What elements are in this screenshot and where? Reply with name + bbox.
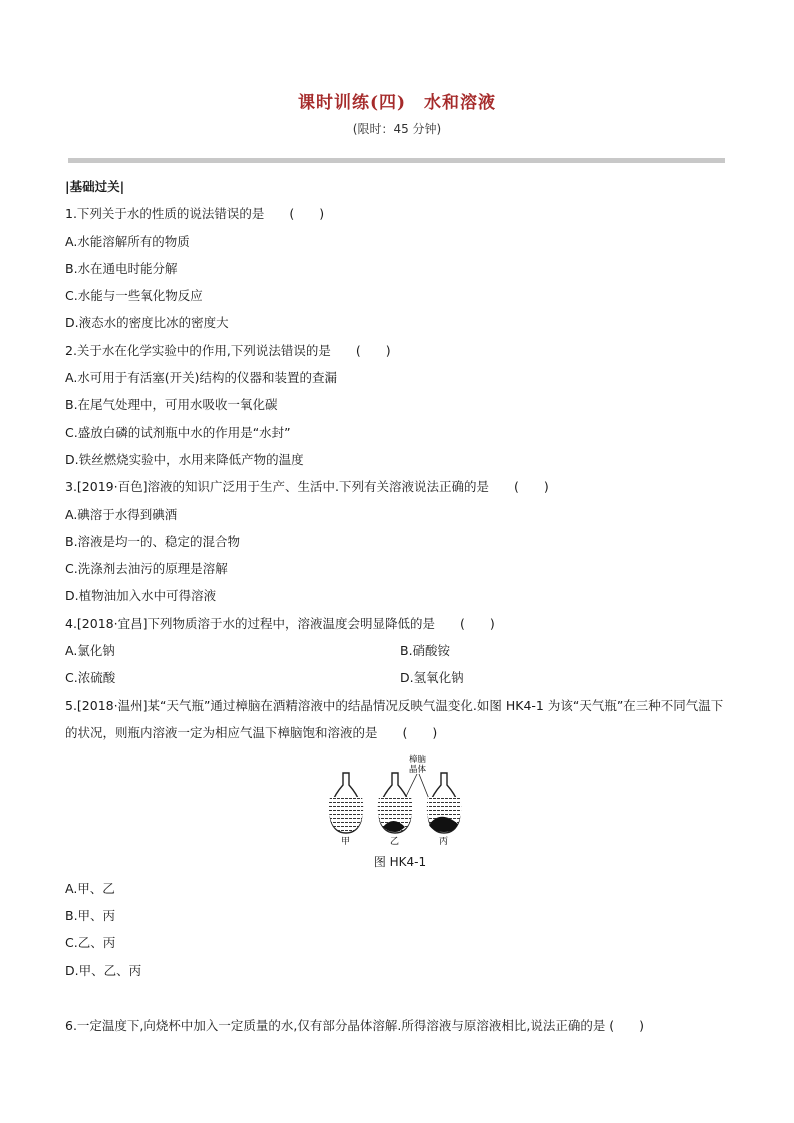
question-6-stem: 6.一定温度下,向烧杯中加入一定质量的水,仅有部分晶体溶解.所得溶液与原溶液相比,说法正确的是 ( ) [65, 1017, 645, 1033]
weather-bottle-figure [65, 753, 735, 849]
question-1-option-b: B.水在通电时能分解 [65, 260, 178, 276]
page-title: 课时训练(四) 水和溶液 [297, 93, 497, 113]
question-3-option-a: A.碘溶于水得到碘酒 [65, 506, 178, 522]
question-4-stem: 4.[2018·宜昌]下列物质溶于水的过程中，溶液温度会明显降低的是 ( ) [65, 615, 495, 631]
flask-yi [378, 773, 413, 833]
question-1-option-d: D.液态水的密度比冰的密度大 [65, 315, 229, 331]
time-limit: (限时：45 分钟) [352, 122, 442, 136]
question-5-stem: 5.[2018·温州]某“天气瓶”通过樟脑在酒精溶液中的结晶情况反映气温变化.如图 HK4-1 为该“天气瓶”在三种不同气温下的状况，则瓶内溶液一定为相应气温下樟脑饱和溶液的是 ( ) [65, 697, 724, 741]
figure-caption: 图 HK4-1 [373, 854, 427, 869]
question-4-option-a: A.氯化钠 [65, 643, 115, 659]
flask-label-yi: 乙 [390, 836, 400, 845]
question-4-options-row-2 [65, 664, 735, 691]
question-1-option-a: A.水能溶解所有的物质 [65, 233, 190, 249]
question-4-option-d: D.氢氧化钠 [400, 670, 464, 686]
question-4-option-b: B.硝酸铵 [400, 643, 451, 659]
question-2-option-d: D.铁丝燃烧实验中，水用来降低产物的温度 [65, 451, 304, 467]
crystal-label-line1: 樟脑 [409, 754, 427, 765]
question-2-stem: 2.关于水在化学实验中的作用,下列说法错误的是 ( ) [65, 342, 391, 358]
question-5-option-d: D.甲、乙、丙 [65, 962, 142, 978]
flask-bing [427, 773, 462, 833]
question-5-option-b: B.甲、丙 [65, 907, 116, 923]
question-2-option-a: A.水可用于有活塞(开关)结构的仪器和装置的查漏 [65, 370, 338, 386]
spacer [65, 984, 735, 1012]
question-3-option-d: D.植物油加入水中可得溶液 [65, 588, 217, 604]
flask-label-bing: 丙 [439, 836, 449, 845]
question-5-option-a: A.甲、乙 [65, 880, 115, 896]
question-3-stem: 3.[2019·百色]溶液的知识广泛用于生产、生活中.下列有关溶液说法正确的是 ( ) [65, 479, 549, 495]
question-3-option-b: B.溶液是均一的、稳定的混合物 [65, 533, 241, 549]
divider [68, 158, 725, 163]
question-1-stem: 1.下列关于水的性质的说法错误的是 ( ) [65, 206, 325, 222]
flask-label-jia: 甲 [341, 836, 351, 845]
question-4-options-row-1 [65, 637, 735, 664]
question-1-option-c: C.水能与一些氧化物反应 [65, 288, 203, 304]
question-4-option-c: C.浓硫酸 [65, 670, 116, 686]
question-2-option-b: B.在尾气处理中，可用水吸收一氧化碳 [65, 397, 278, 413]
flask-jia [329, 773, 364, 833]
question-3-option-c: C.洗涤剂去油污的原理是溶解 [65, 561, 228, 577]
question-5-option-c: C.乙、丙 [65, 935, 116, 951]
section-heading: |基础过关| [65, 179, 125, 194]
weather-bottle-diagram [325, 753, 475, 845]
question-2-option-c: C.盛放白磷的试剂瓶中水的作用是“水封” [65, 424, 291, 440]
question-list [65, 173, 735, 1039]
crystal-label-line2: 晶体 [409, 764, 427, 775]
